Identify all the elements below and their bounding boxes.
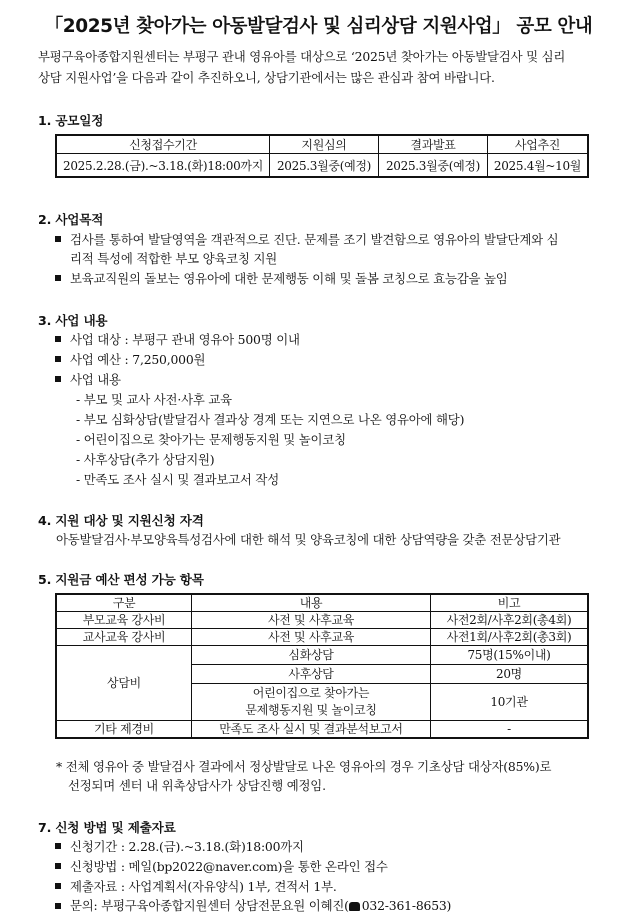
content-item-3: - 어린이집으로 찾아가는 문제행동지원 및 놀이코칭 [76, 432, 346, 447]
contact-phone: 032-361-8653) [361, 898, 452, 913]
square-bullet-icon [55, 903, 61, 909]
table-row [56, 721, 588, 739]
budget-note-line-1: * 전체 영유아 중 발달검사 결과에서 정상발달로 나온 영유아의 경우 기초상담 대상자(85%)로 [56, 759, 552, 774]
table-cell: 사전 및 사후교육 [192, 629, 431, 646]
contact-info [70, 896, 451, 914]
schedule-value-apply: 2025.2.28.(금).~3.18.(화)18:00까지 [56, 154, 270, 178]
square-bullet-icon [55, 883, 61, 889]
budget-note-line-2: 선정되며 센터 내 위촉상담사가 상담진행 예정임. [68, 778, 326, 793]
content-item-1: - 부모 및 교사 사전·사후 교육 [76, 392, 232, 407]
contact-prefix: 문의: 부평구육아종합지원센터 상담전문요원 이혜진( [70, 898, 349, 913]
page-title: 「2025년 찾아가는 아동발달검사 및 심리상담 지원사업」 공모 안내 [44, 16, 593, 37]
table-cell: 사후상담 [192, 665, 431, 684]
square-bullet-icon [55, 275, 61, 281]
table-cell: - [431, 721, 589, 739]
section1-heading: 1. 공모일정 [38, 113, 104, 128]
budget-header-note: 비고 [431, 594, 589, 612]
purpose-bullet-2: 보육교직원의 돌보는 영유아에 대한 문제행동 이해 및 돌봄 코칭으로 효능감을 높임 [70, 271, 508, 286]
table-cell: 20명 [431, 665, 589, 684]
table-cell: 10기관 [431, 684, 589, 721]
schedule-header-result: 결과발표 [379, 135, 488, 154]
schedule-header-execute: 사업추진 [488, 135, 589, 154]
purpose-bullet-1-line-2: 리적 특성에 적합한 부모 양육코칭 지원 [70, 251, 278, 266]
business-target: 사업 대상 : 부평구 관내 영유아 500명 이내 [70, 332, 300, 347]
eligibility-text: 아동발달검사·부모양육특성검사에 대한 해석 및 양육코칭에 대한 상담역량을 갖춘 전문상담기관 [56, 532, 561, 547]
table-cell: 사전 및 사후교육 [192, 612, 431, 629]
schedule-value-result: 2025.3월중(예정) [379, 154, 488, 178]
table-row [56, 612, 588, 629]
budget-table [55, 593, 589, 739]
section4-heading: 4. 지원 대상 및 지원신청 자격 [38, 513, 204, 528]
section7-heading: 7. 신청 방법 및 제출자료 [38, 820, 176, 835]
table-row [56, 646, 588, 665]
business-budget: 사업 예산 : 7,250,000원 [70, 352, 206, 367]
business-content-label: 사업 내용 [70, 372, 121, 387]
apply-period: 신청기간 : 2.28.(금).~3.18.(화)18:00까지 [70, 839, 304, 854]
table-row [56, 629, 588, 646]
intro-line-2: 상담 지원사업’을 다음과 같이 추진하오니, 상담기관에서는 많은 관심과 참여 바랍니다. [38, 70, 495, 85]
content-item-4: - 사후상담(추가 상담지원) [76, 452, 215, 467]
content-item-5: - 만족도 조사 실시 및 결과보고서 작성 [76, 472, 279, 487]
section3-heading: 3. 사업 내용 [38, 313, 108, 328]
schedule-header-apply: 신청접수기간 [56, 135, 270, 154]
table-cell: 사전2회/사후2회(총4회) [431, 612, 589, 629]
table-cell: 기타 제경비 [56, 721, 192, 739]
intro-line-1: 부평구육아종합지원센터는 부평구 관내 영유아를 대상으로 ‘2025년 찾아가는 아동발달검사 및 심리 [38, 49, 566, 64]
table-cell: 사전1회/사후2회(총3회) [431, 629, 589, 646]
table-cell: 교사교육 강사비 [56, 629, 192, 646]
telephone-icon [349, 902, 360, 911]
schedule-value-review: 2025.3월중(예정) [270, 154, 379, 178]
table-cell [192, 684, 431, 721]
schedule-table [55, 134, 589, 178]
submit-documents: 제출자료 : 사업계획서(자유양식) 1부, 견적서 1부. [70, 879, 337, 894]
table-cell: 75명(15%이내) [431, 646, 589, 665]
content-item-2: - 부모 심화상담(발달검사 결과상 경계 또는 지연으로 나온 영유아에 해당) [76, 412, 465, 427]
square-bullet-icon [55, 356, 61, 362]
schedule-header-review: 지원심의 [270, 135, 379, 154]
table-cell: 부모교육 강사비 [56, 612, 192, 629]
square-bullet-icon [55, 236, 61, 242]
budget-header-content: 내용 [192, 594, 431, 612]
square-bullet-icon [55, 376, 61, 382]
square-bullet-icon [55, 863, 61, 869]
section2-heading: 2. 사업목적 [38, 212, 104, 227]
budget-header-category: 구분 [56, 594, 192, 612]
purpose-bullet-1-line-1: 검사를 통하여 발달영역을 객관적으로 진단. 문제를 조기 발견함으로 영유아의 발달단계와 심 [70, 232, 559, 247]
intro-paragraph [38, 46, 610, 88]
visit-support-line-1: 어린이집으로 찾아가는 [252, 686, 370, 700]
visit-support-line-2: 문제행동지원 및 놀이코칭 [245, 703, 377, 717]
square-bullet-icon [55, 843, 61, 849]
apply-method: 신청방법 : 메일(bp2022@naver.com)을 통한 온라인 접수 [70, 859, 388, 874]
counsel-category-cell: 상담비 [56, 646, 192, 721]
table-cell: 만족도 조사 실시 및 결과분석보고서 [192, 721, 431, 739]
section5-heading: 5. 지원금 예산 편성 가능 항목 [38, 572, 204, 587]
table-cell: 심화상담 [192, 646, 431, 665]
square-bullet-icon [55, 336, 61, 342]
schedule-value-execute: 2025.4월~10월 [488, 154, 589, 178]
